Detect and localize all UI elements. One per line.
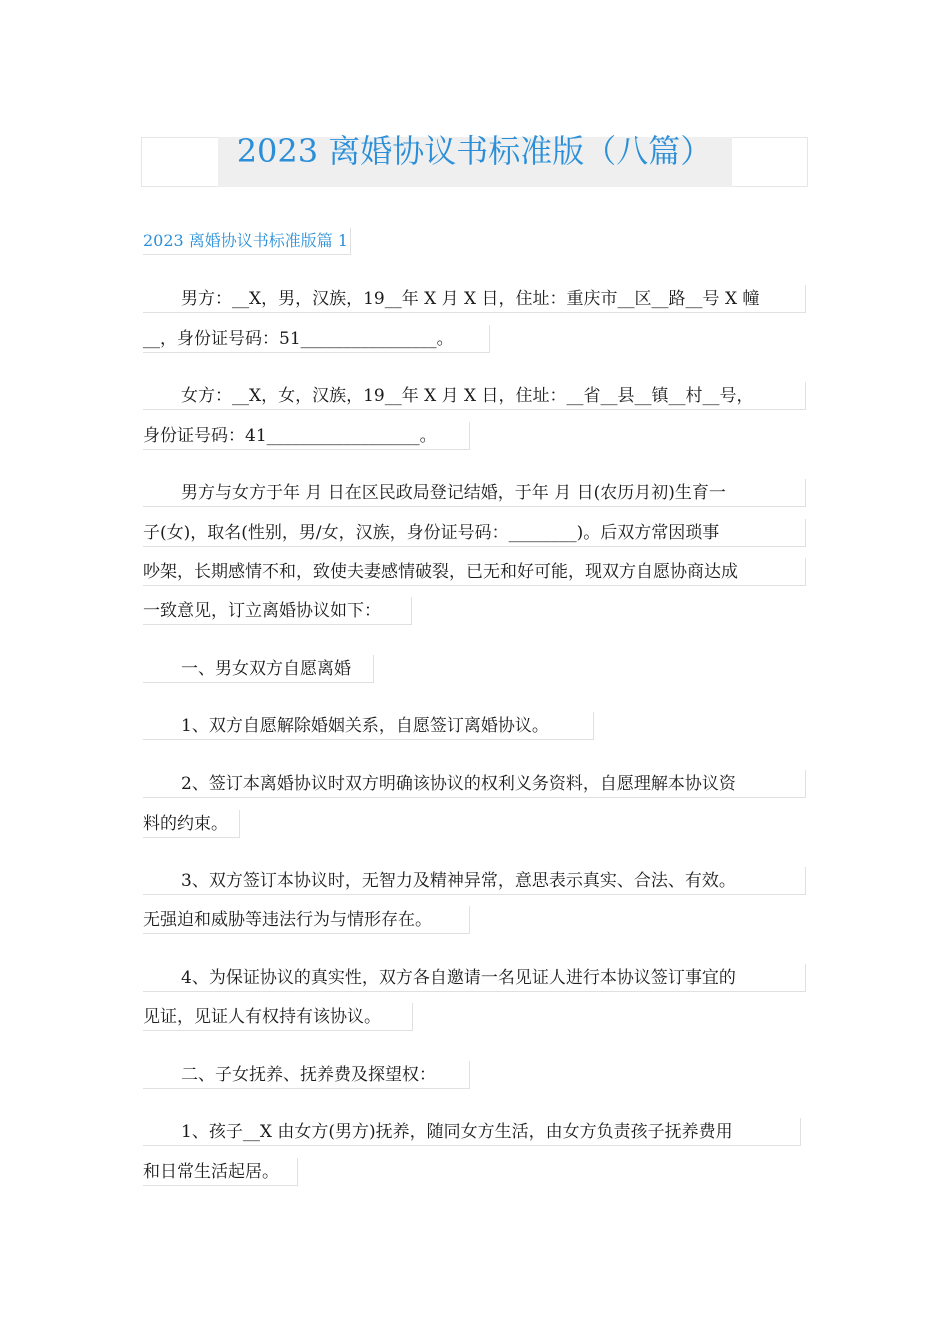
paragraph-line: 吵架，长期感情不和，致使夫妻感情破裂，已无和好可能，现双方自愿协商达成 [143,558,806,586]
paragraph-line: 无强迫和威胁等违法行为与情形存在。 [143,906,470,934]
section-heading: 一、男女双方自愿离婚 [143,655,374,683]
document-title: 2023 离婚协议书标准版（八篇） [236,132,713,170]
paragraph-line: 和日常生活起居。 [143,1158,298,1186]
paragraph-line: 1、双方自愿解除婚姻关系，自愿签订离婚协议。 [143,712,594,740]
paragraph-line: 子(女)，取名(性别，男/女，汉族，身份证号码：________)。后双方常因琐事 [143,519,806,547]
paragraph-line: __，身份证号码：51________________。 [143,325,490,353]
paragraph-line: 2、签订本离婚协议时双方明确该协议的权利义务资料，自愿理解本协议资 [143,770,806,798]
paragraph-line: 身份证号码：41__________________。 [143,422,470,450]
paragraph-line: 男方与女方于年 月 日在区民政局登记结婚，于年 月 日(农历月初)生育一 [143,479,806,507]
paragraph-line: 男方：__X，男，汉族，19__年 X 月 X 日，住址：重庆市__区__路__号 X 幢 [143,285,806,313]
paragraph-line: 女方：__X，女，汉族，19__年 X 月 X 日，住址：__省__县__镇__村__号， [143,382,806,410]
section-title: 2023 离婚协议书标准版篇 1 [143,228,351,255]
paragraph-line: 1、孩子__X 由女方(男方)抚养，随同女方生活，由女方负责孩子抚养费用 [143,1118,801,1146]
paragraph-line: 料的约束。 [143,810,240,838]
paragraph-line: 4、为保证协议的真实性，双方各自邀请一名见证人进行本协议签订事宜的 [143,964,806,992]
section-heading: 二、子女抚养、抚养费及探望权： [143,1061,470,1089]
paragraph-line: 一致意见，订立离婚协议如下： [143,597,412,625]
paragraph-line: 3、双方签订本协议时，无智力及精神异常，意思表示真实、合法、有效。 [143,867,806,895]
paragraph-line: 见证，见证人有权持有该协议。 [143,1003,413,1031]
